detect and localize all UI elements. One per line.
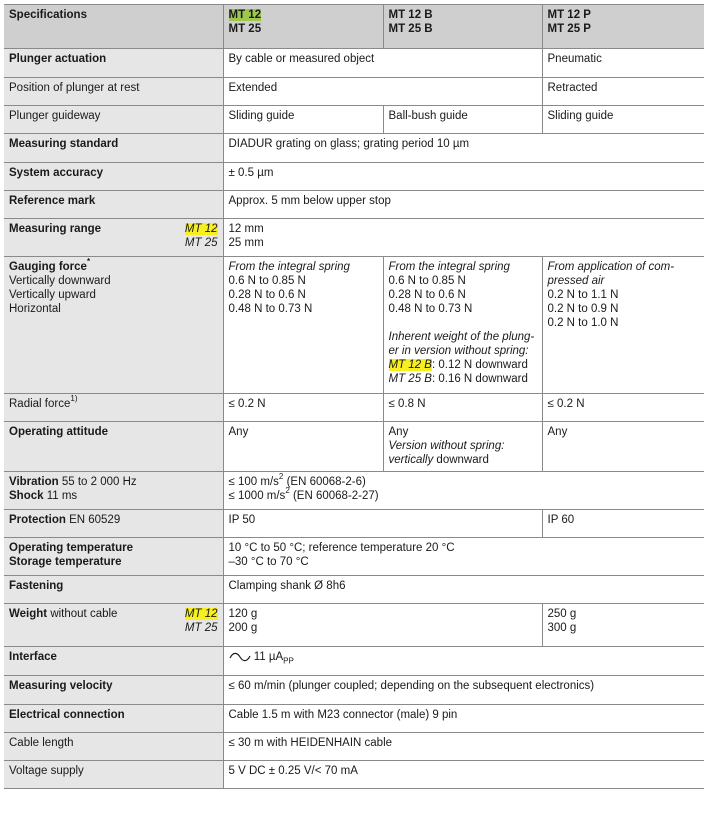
interface-unit-suffix: PP	[283, 656, 294, 666]
gauging-b-mt25-model: MT 25 B	[388, 373, 432, 385]
gauging-b-mt12-model: MT 12 B	[388, 359, 432, 371]
value-vibration-shock	[223, 472, 704, 510]
specifications-table	[4, 4, 704, 789]
measuring-range-title: Measuring range	[9, 223, 102, 235]
measuring-range-model-mt12: MT 12	[184, 223, 218, 235]
operating-temperature-title: Operating temperature	[9, 542, 133, 554]
storage-temperature-title: Storage temperature	[9, 556, 122, 568]
weight-mt25p: 300 g	[547, 622, 577, 634]
header-specifications: Specifications	[4, 5, 223, 49]
value-plunger-actuation-p: Pneumatic	[542, 49, 704, 78]
label-plunger-guideway: Plunger guideway	[4, 106, 223, 134]
attitude-b-downward: downward	[433, 454, 489, 466]
value-plunger-actuation: By cable or measured object	[223, 49, 542, 78]
shock-exponent: 2	[285, 486, 290, 495]
attitude-b-note: Version without spring:	[388, 440, 505, 452]
value-radial-mt: ≤ 0.2 N	[223, 394, 383, 422]
gauging-mt-horizontal: 0.48 N to 0.73 N	[228, 303, 313, 315]
row-temperature	[4, 538, 704, 576]
value-attitude-p: Any	[542, 422, 704, 472]
weight-title: Weight	[9, 608, 48, 620]
value-gauging-mt	[223, 257, 383, 394]
row-cable-length	[4, 733, 704, 761]
gauging-force-footnote: *	[86, 257, 91, 266]
gauging-vert-down-label: Vertically downward	[9, 275, 111, 287]
label-electrical-connection: Electrical connection	[4, 705, 223, 733]
weight-mt12p: 250 g	[547, 608, 577, 620]
row-plunger-actuation	[4, 49, 704, 78]
operating-temperature-value: 10 °C to 50 °C; reference temperature 20 °C	[228, 542, 455, 554]
vibration-range: 55 to 2 000 Hz	[58, 476, 137, 488]
label-cable-length: Cable length	[4, 733, 223, 761]
value-measuring-velocity: ≤ 60 m/min (plunger coupled; depending on the subsequent electronics)	[223, 676, 704, 705]
vibration-standard: (EN 60068-2-6)	[283, 476, 366, 488]
radial-force-title: Radial force	[9, 398, 71, 410]
sine-wave-icon	[229, 652, 251, 662]
value-guideway-mt: Sliding guide	[223, 106, 383, 134]
gauging-b-note-1: Inherent weight of the plung-	[388, 331, 535, 343]
protection-standard: EN 60529	[65, 514, 121, 526]
gauging-b-mt25-weight: : 0.16 N downward	[431, 373, 528, 385]
row-electrical-connection	[4, 705, 704, 733]
weight-model-mt25: MT 25	[184, 622, 218, 634]
label-radial-force	[4, 394, 223, 422]
row-measuring-velocity	[4, 676, 704, 705]
label-operating-attitude: Operating attitude	[4, 422, 223, 472]
value-interface	[223, 647, 704, 676]
row-weight	[4, 604, 704, 647]
row-operating-attitude	[4, 422, 704, 472]
gauging-horizontal-label: Horizontal	[9, 303, 61, 315]
value-weight	[223, 604, 542, 647]
gauging-vert-up-label: Vertically upward	[9, 289, 96, 301]
row-plunger-rest	[4, 78, 704, 106]
gauging-mt-source: From the integral spring	[228, 261, 350, 273]
header-mt12-mt25	[223, 5, 383, 49]
shock-title: Shock	[9, 490, 44, 502]
value-guideway-p: Sliding guide	[542, 106, 704, 134]
value-measuring-range	[223, 219, 704, 257]
label-measuring-velocity: Measuring velocity	[4, 676, 223, 705]
row-reference-mark	[4, 191, 704, 219]
gauging-p-source-1: From application of com-	[547, 261, 675, 273]
attitude-b-any: Any	[388, 426, 409, 438]
gauging-p-source-2: pressed air	[547, 275, 605, 287]
weight-model-mt12: MT 12	[184, 608, 218, 620]
row-voltage-supply	[4, 761, 704, 789]
vibration-title: Vibration	[9, 476, 59, 488]
row-measuring-standard	[4, 134, 704, 163]
gauging-b-source: From the integral spring	[388, 261, 510, 273]
gauging-b-down: 0.6 N to 0.85 N	[388, 275, 466, 287]
row-interface	[4, 647, 704, 676]
measuring-range-mt25: 25 mm	[228, 237, 264, 249]
label-reference-mark: Reference mark	[4, 191, 223, 219]
interface-value: 11 µA	[250, 651, 284, 663]
gauging-b-up: 0.28 N to 0.6 N	[388, 289, 466, 301]
value-system-accuracy: ± 0.5 µm	[223, 163, 704, 191]
value-plunger-rest-p: Retracted	[542, 78, 704, 106]
value-attitude-b	[383, 422, 542, 472]
label-voltage-supply: Voltage supply	[4, 761, 223, 789]
value-radial-b: ≤ 0.8 N	[383, 394, 542, 422]
value-fastening: Clamping shank Ø 8h6	[223, 576, 704, 604]
gauging-force-title: Gauging force	[9, 261, 87, 273]
row-gauging-force	[4, 257, 704, 394]
label-weight	[4, 604, 223, 647]
label-measuring-standard: Measuring standard	[4, 134, 223, 163]
label-fastening: Fastening	[4, 576, 223, 604]
value-attitude-mt: Any	[223, 422, 383, 472]
value-protection: IP 50	[223, 510, 542, 538]
gauging-mt-up: 0.28 N to 0.6 N	[228, 289, 306, 301]
vibration-value: ≤ 100 m/s	[228, 476, 279, 488]
header-mt12b-mt25b	[383, 5, 542, 49]
measuring-range-mt12: 12 mm	[228, 223, 264, 235]
value-voltage-supply: 5 V DC ± 0.25 V/< 70 mA	[223, 761, 704, 789]
weight-mt25: 200 g	[228, 622, 258, 634]
row-system-accuracy	[4, 163, 704, 191]
label-protection	[4, 510, 223, 538]
value-temperature	[223, 538, 704, 576]
row-radial-force	[4, 394, 704, 422]
gauging-b-horizontal: 0.48 N to 0.73 N	[388, 303, 473, 315]
value-plunger-rest: Extended	[223, 78, 542, 106]
model-mt25: MT 25	[228, 23, 262, 35]
shock-duration: 11 ms	[43, 490, 78, 502]
protection-title: Protection	[9, 514, 66, 526]
value-radial-p: ≤ 0.2 N	[542, 394, 704, 422]
vibration-exponent: 2	[278, 472, 284, 481]
model-mt12b: MT 12 B	[388, 9, 433, 21]
row-plunger-guideway	[4, 106, 704, 134]
weight-qualifier: without cable	[47, 608, 118, 620]
row-protection	[4, 510, 704, 538]
label-measuring-range	[4, 219, 223, 257]
label-plunger-actuation: Plunger actuation	[4, 49, 223, 78]
gauging-b-mt12-weight: : 0.12 N downward	[431, 359, 528, 371]
value-guideway-b: Ball-bush guide	[383, 106, 542, 134]
label-interface: Interface	[4, 647, 223, 676]
header-mt12p-mt25p	[542, 5, 704, 49]
radial-force-footnote: 1)	[70, 394, 78, 403]
value-weight-p	[542, 604, 704, 647]
label-gauging-force	[4, 257, 223, 394]
row-fastening	[4, 576, 704, 604]
gauging-p-down: 0.2 N to 1.1 N	[547, 289, 619, 301]
model-mt25b: MT 25 B	[388, 23, 433, 35]
label-plunger-rest: Position of plunger at rest	[4, 78, 223, 106]
value-measuring-standard: DIADUR grating on glass; grating period 10 µm	[223, 134, 704, 163]
shock-standard: (EN 60068-2-27)	[289, 490, 379, 502]
label-system-accuracy: System accuracy	[4, 163, 223, 191]
storage-temperature-value: –30 °C to 70 °C	[228, 556, 309, 568]
value-electrical-connection: Cable 1.5 m with M23 connector (male) 9 pin	[223, 705, 704, 733]
measuring-range-model-mt25: MT 25	[184, 237, 218, 249]
value-protection-p: IP 60	[542, 510, 704, 538]
gauging-p-horizontal: 0.2 N to 1.0 N	[547, 317, 619, 329]
attitude-b-vertically: vertically	[388, 454, 434, 466]
row-vibration-shock	[4, 472, 704, 510]
model-mt12: MT 12	[228, 9, 262, 21]
value-cable-length: ≤ 30 m with HEIDENHAIN cable	[223, 733, 704, 761]
row-measuring-range	[4, 219, 704, 257]
gauging-p-up: 0.2 N to 0.9 N	[547, 303, 619, 315]
model-mt25p: MT 25 P	[547, 23, 591, 35]
label-vibration-shock	[4, 472, 223, 510]
value-reference-mark: Approx. 5 mm below upper stop	[223, 191, 704, 219]
label-temperature	[4, 538, 223, 576]
gauging-b-note-2: er in version without spring:	[388, 345, 529, 357]
header-row	[4, 5, 704, 49]
value-gauging-p	[542, 257, 704, 394]
value-gauging-b	[383, 257, 542, 394]
shock-value: ≤ 1000 m/s	[228, 490, 286, 502]
model-mt12p: MT 12 P	[547, 9, 591, 21]
weight-mt12: 120 g	[228, 608, 258, 620]
gauging-mt-down: 0.6 N to 0.85 N	[228, 275, 306, 287]
